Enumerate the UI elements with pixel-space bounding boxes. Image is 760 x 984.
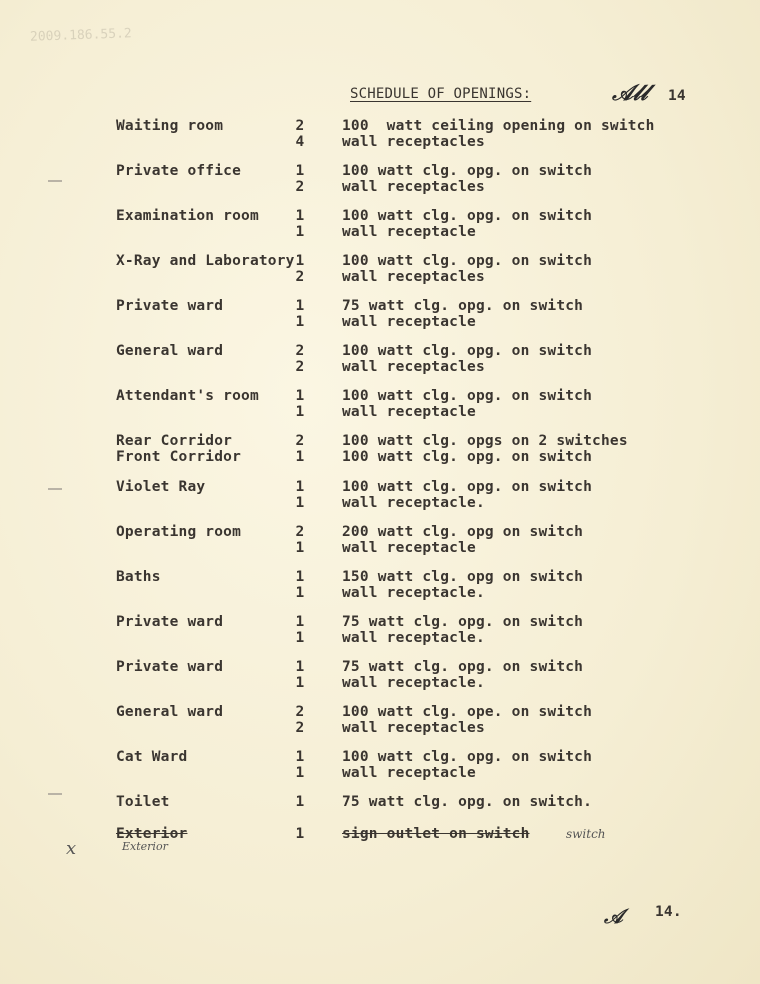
opening-description: sign outlet on switch <box>342 826 530 842</box>
opening-description: 100 watt clg. opg. on switch <box>342 208 593 224</box>
opening-description: 75 watt clg. opg. on switch <box>342 614 584 630</box>
schedule-title: SCHEDULE OF OPENINGS: <box>350 86 532 102</box>
quantity: 1 <box>295 585 305 601</box>
room-name: Toilet <box>116 794 170 810</box>
quantity: 1 <box>295 569 305 585</box>
handwritten-exterior: Exterior <box>122 840 168 853</box>
room-name: Exterior <box>116 826 188 842</box>
opening-description: 100 watt clg. opg. on switch <box>342 449 593 465</box>
room-name: Cat Ward <box>116 749 188 765</box>
opening-description: 75 watt clg. opg. on switch. <box>342 794 593 810</box>
quantity: 1 <box>295 208 305 224</box>
opening-description: 200 watt clg. opg on switch <box>342 524 584 540</box>
quantity: 2 <box>295 359 305 375</box>
room-name: Examination room <box>116 208 259 224</box>
room-name: Private office <box>116 163 242 179</box>
quantity: 1 <box>295 495 305 511</box>
room-name: General ward <box>116 343 224 359</box>
quantity: 1 <box>295 388 305 404</box>
opening-description: 75 watt clg. opg. on switch <box>342 298 584 314</box>
quantity: 1 <box>295 314 305 330</box>
opening-description: 150 watt clg. opg on switch <box>342 569 584 585</box>
room-name: General ward <box>116 704 224 720</box>
quantity: 1 <box>295 479 305 495</box>
opening-description: wall receptacle. <box>342 495 485 511</box>
page-number-top: 14 <box>668 88 686 104</box>
opening-description: wall receptacle <box>342 224 476 240</box>
archive-stamp: 2009.186.55.2 <box>29 26 132 45</box>
handwritten-initials-bottom: 𝒜 <box>604 904 623 928</box>
quantity: 1 <box>295 449 305 465</box>
quantity: 1 <box>295 659 305 675</box>
quantity: 2 <box>295 118 305 134</box>
opening-description: wall receptacle. <box>342 585 485 601</box>
quantity: 1 <box>295 614 305 630</box>
opening-description: 100 watt clg. ope. on switch <box>342 704 593 720</box>
room-name: Private ward <box>116 614 224 630</box>
handwritten-initials: 𝒜𝓁𝓁 <box>612 80 648 106</box>
quantity: 2 <box>295 720 305 736</box>
margin-x-mark: x <box>66 838 77 859</box>
quantity: 1 <box>295 749 305 765</box>
page-number-bottom-value: 14 <box>655 904 673 920</box>
quantity: 1 <box>295 298 305 314</box>
quantity: 1 <box>295 675 305 691</box>
opening-description: 100 watt clg. opg. on switch <box>342 749 593 765</box>
room-name: Private ward <box>116 298 224 314</box>
quantity: 1 <box>295 224 305 240</box>
room-name: Rear Corridor <box>116 433 233 449</box>
quantity: 4 <box>295 134 305 150</box>
opening-description: 100 watt clg. opg. on switch <box>342 388 593 404</box>
opening-description: 100 watt clg. opg. on switch <box>342 253 593 269</box>
quantity: 2 <box>295 343 305 359</box>
quantity: 1 <box>295 163 305 179</box>
punch-mark <box>48 793 62 795</box>
opening-description: wall receptacle. <box>342 675 485 691</box>
room-name: Violet Ray <box>116 479 206 495</box>
opening-description: wall receptacles <box>342 269 485 285</box>
opening-description: 100 watt clg. opgs on 2 switches <box>342 433 628 449</box>
quantity: 1 <box>295 794 305 810</box>
opening-description: wall receptacle <box>342 765 476 781</box>
room-name: Attendant's room <box>116 388 259 404</box>
opening-description: wall receptacles <box>342 720 485 736</box>
opening-description: wall receptacle <box>342 404 476 420</box>
quantity: 1 <box>295 404 305 420</box>
room-name: Front Corridor <box>116 449 242 465</box>
opening-description: wall receptacles <box>342 134 485 150</box>
opening-description: wall receptacles <box>342 359 485 375</box>
room-name: Private ward <box>116 659 224 675</box>
quantity: 2 <box>295 179 305 195</box>
opening-description: 75 watt clg. opg. on switch <box>342 659 584 675</box>
quantity: 2 <box>295 704 305 720</box>
quantity: 2 <box>295 524 305 540</box>
room-name: Operating room <box>116 524 242 540</box>
quantity: 1 <box>295 765 305 781</box>
page-number-bottom: 14. <box>655 904 682 920</box>
opening-description: 100 watt clg. opg. on switch <box>342 343 593 359</box>
opening-description: wall receptacle. <box>342 630 485 646</box>
quantity: 1 <box>295 630 305 646</box>
quantity: 2 <box>295 269 305 285</box>
opening-description: 100 watt ceiling opening on switch <box>342 118 655 134</box>
room-name: X-Ray and Laboratory <box>116 253 295 269</box>
handwritten-switch: switch <box>566 827 606 841</box>
opening-description: wall receptacle <box>342 314 476 330</box>
punch-mark <box>48 180 62 182</box>
opening-description: wall receptacle <box>342 540 476 556</box>
room-name: Waiting room <box>116 118 224 134</box>
quantity: 1 <box>295 253 305 269</box>
opening-description: 100 watt clg. opg. on switch <box>342 479 593 495</box>
punch-mark <box>48 488 62 490</box>
quantity: 1 <box>295 540 305 556</box>
opening-description: wall receptacles <box>342 179 485 195</box>
quantity: 2 <box>295 433 305 449</box>
quantity: 1 <box>295 826 305 842</box>
room-name: Baths <box>116 569 161 585</box>
opening-description: 100 watt clg. opg. on switch <box>342 163 593 179</box>
